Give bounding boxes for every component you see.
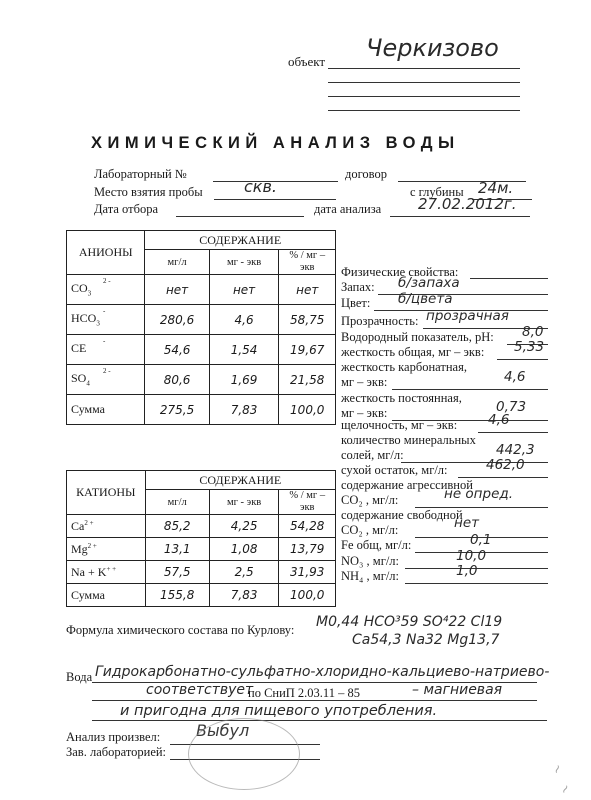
depth-label: с глубины (410, 185, 464, 199)
cation-mgl: 85,2 (145, 515, 209, 538)
mineral-label: количество минеральных (341, 433, 476, 447)
ion-cell: Сумма (67, 395, 145, 425)
table-row (67, 335, 336, 365)
table-row (67, 561, 336, 584)
smell-value: б/запаха (398, 275, 460, 291)
sample-place-label: Место взятия пробы (94, 185, 203, 199)
head-label: Зав. лабораторией: (66, 745, 167, 759)
ion-cell: Сумма (67, 584, 146, 607)
nh4-label: NH₄ , мг/л: (341, 569, 400, 583)
ion-cell: Na + K+ + (67, 561, 146, 584)
clarity-label: Прозрачность: (341, 314, 419, 328)
hardness-carb-unit: мг – экв: (341, 375, 388, 389)
conclusion-line-3: и пригодна для пищевого употребления. (120, 703, 438, 719)
anions-table (66, 230, 336, 425)
formula-label: Формула химического состава по Курлову: (66, 623, 295, 637)
ion-cell: CE - (67, 335, 145, 365)
cation-pct: 31,93 (279, 561, 336, 584)
fe-value: 0,1 (470, 532, 492, 548)
clarity-value: прозрачная (426, 308, 509, 324)
table-row (67, 538, 336, 561)
color-value: б/цвета (398, 291, 453, 307)
table-row (67, 515, 336, 538)
hardness-carb-label: жесткость карбонатная, (341, 360, 467, 374)
anion-mgl: 80,6 (145, 365, 209, 395)
salts-value: 442,3 (496, 442, 535, 458)
free-co2-value: нет (454, 515, 479, 531)
anion-pct: 100,0 (279, 395, 336, 425)
hardness-total-label: жесткость общая, мг – экв: (341, 345, 485, 359)
table-row (67, 305, 336, 335)
ion-cell: $Mg^{2 +}$ (67, 538, 146, 561)
alkalinity-label: щелочность, мг – экв: (341, 418, 458, 432)
alkalinity-value: 4,6 (488, 412, 510, 428)
hardness-total-line (497, 359, 548, 360)
cations-unit-mgeq: мг - экв (209, 490, 279, 515)
sample-place-value: скв. (244, 177, 277, 196)
aggr-label: содержание агрессивной (341, 478, 473, 492)
header-line-4 (328, 110, 520, 111)
conclusion-underline-2 (92, 700, 537, 701)
conclusion-line-2c: – магниевая (412, 682, 503, 698)
lab-number-label: Лабораторный № (94, 167, 187, 181)
cation-mgeq: 4,25 (209, 515, 279, 538)
table-row (67, 584, 336, 607)
fe-label: Fe общ, мг/л: (341, 538, 412, 552)
conclusion-line-2b: по СниП 2.03.11 – 85 (248, 686, 360, 700)
cation-mgeq: 2,5 (209, 561, 279, 584)
object-value: Черкизово (366, 34, 499, 62)
aggr-co2-label: CO₂ , мг/л: (341, 493, 399, 507)
color-label: Цвет: (341, 296, 371, 310)
hardness-perm-value: 0,73 (496, 399, 527, 415)
ion-cell: $Ca^{2 +}$ (67, 515, 146, 538)
cation-mgl: 155,8 (145, 584, 209, 607)
analysis-date-line (390, 216, 530, 217)
dry-label: сухой остаток, мг/л: (341, 463, 448, 477)
anion-mgeq: 1,54 (209, 335, 279, 365)
free-label: содержание свободной (341, 508, 463, 522)
cations-table (66, 470, 336, 607)
cation-mgl: 57,5 (145, 561, 209, 584)
object-underline (328, 68, 520, 69)
anion-pct: 58,75 (279, 305, 336, 335)
formula-line-1: M0,44 HCO³59 SO⁴22 Cl19 (316, 614, 503, 630)
anions-unit-mgeq: мг - экв (209, 250, 279, 275)
header-line-2 (328, 82, 520, 83)
anions-header: АНИОНЫ (67, 231, 145, 275)
cation-pct: 54,28 (279, 515, 336, 538)
cations-unit-pct: % / мг – экв (279, 490, 336, 515)
table-row (67, 365, 336, 395)
analysis-date-value: 27.02.2012г. (418, 195, 517, 213)
cation-pct: 13,79 (279, 538, 336, 561)
conclusion-line-2a: соответствует (146, 682, 254, 698)
ion-cell: $CO_3$ 2 - (67, 275, 145, 305)
analyzed-label: Анализ произвел: (66, 730, 161, 744)
margin-scratch: ~ (556, 781, 574, 797)
hardness-perm-label: жесткость постоянная, (341, 391, 462, 405)
nh4-value: 1,0 (456, 563, 478, 579)
conclusion-underline-3 (92, 720, 547, 721)
cation-pct: 100,0 (279, 584, 336, 607)
no3-value: 10,0 (456, 548, 487, 564)
anion-pct: 21,58 (279, 365, 336, 395)
depth-value: 24м. (478, 179, 514, 197)
anion-mgeq: 7,83 (209, 395, 279, 425)
table-row (67, 395, 336, 425)
cations-header: КАТИОНЫ (67, 471, 146, 515)
formula-line-2: Ca54,3 Na32 Mg13,7 (352, 632, 500, 648)
hardness-total-value: 5,33 (514, 339, 545, 355)
anions-unit-pct: % / мг – экв (279, 250, 336, 275)
page-title: ХИМИЧЕСКИЙ АНАЛИЗ ВОДЫ (91, 134, 460, 152)
cation-mgl: 13,1 (145, 538, 209, 561)
analysis-date-label: дата анализа (314, 202, 382, 216)
cation-mgeq: 7,83 (209, 584, 279, 607)
hardness-carb-line (392, 389, 548, 390)
nh4-line (405, 583, 548, 584)
object-label: объект (288, 54, 326, 69)
salts-label: солей, мг/л: (341, 448, 404, 462)
stamp-mark (188, 718, 300, 790)
hardness-carb-value: 4,6 (504, 369, 526, 385)
smell-label: Запах: (341, 280, 375, 294)
aggr-co2-value: не опред. (444, 486, 514, 502)
dry-value: 462,0 (486, 457, 525, 473)
no3-label: NO₃ , мг/л: (341, 554, 400, 568)
ion-cell: $SO_4$ 2 - (67, 365, 145, 395)
anion-mgl: нет (145, 275, 209, 305)
cation-mgeq: 1,08 (209, 538, 279, 561)
anions-unit-mgl: мг/л (145, 250, 209, 275)
sample-place-line (214, 199, 336, 200)
anion-mgeq: 1,69 (209, 365, 279, 395)
cations-unit-mgl: мг/л (145, 490, 209, 515)
ion-cell: $HCO_3$ - (67, 305, 145, 335)
hardness-perm-unit: мг – экв: (341, 406, 388, 420)
ph-label: Водородный показатель, pH: (341, 330, 494, 344)
conclusion-line-1: Гидрокарбонатно-сульфатно-хлоридно-кальциево-натриево- (95, 664, 550, 680)
alkalinity-line (478, 432, 548, 433)
physical-label: Физические свойства: (341, 265, 459, 279)
sample-date-line (176, 216, 304, 217)
anion-mgl: 54,6 (145, 335, 209, 365)
physical-line (470, 278, 548, 279)
anion-mgl: 275,5 (145, 395, 209, 425)
anion-pct: 19,67 (279, 335, 336, 365)
table-row (67, 275, 336, 305)
contract-label: договор (345, 167, 387, 181)
margin-scratch: ~ (548, 761, 566, 777)
anion-pct: нет (279, 275, 336, 305)
anions-content-header: СОДЕРЖАНИЕ (145, 231, 336, 250)
free-co2-label: CO₂ , мг/л: (341, 523, 399, 537)
ph-value: 8,0 (522, 324, 544, 340)
anion-mgl: 280,6 (145, 305, 209, 335)
cations-content-header: СОДЕРЖАНИЕ (145, 471, 335, 490)
analyzed-signature: Выбул (196, 721, 250, 740)
anion-mgeq: нет (209, 275, 279, 305)
header-line-3 (328, 96, 520, 97)
sample-date-label: Дата отбора (94, 202, 158, 216)
anion-mgeq: 4,6 (209, 305, 279, 335)
water-label: Вода (66, 670, 93, 684)
